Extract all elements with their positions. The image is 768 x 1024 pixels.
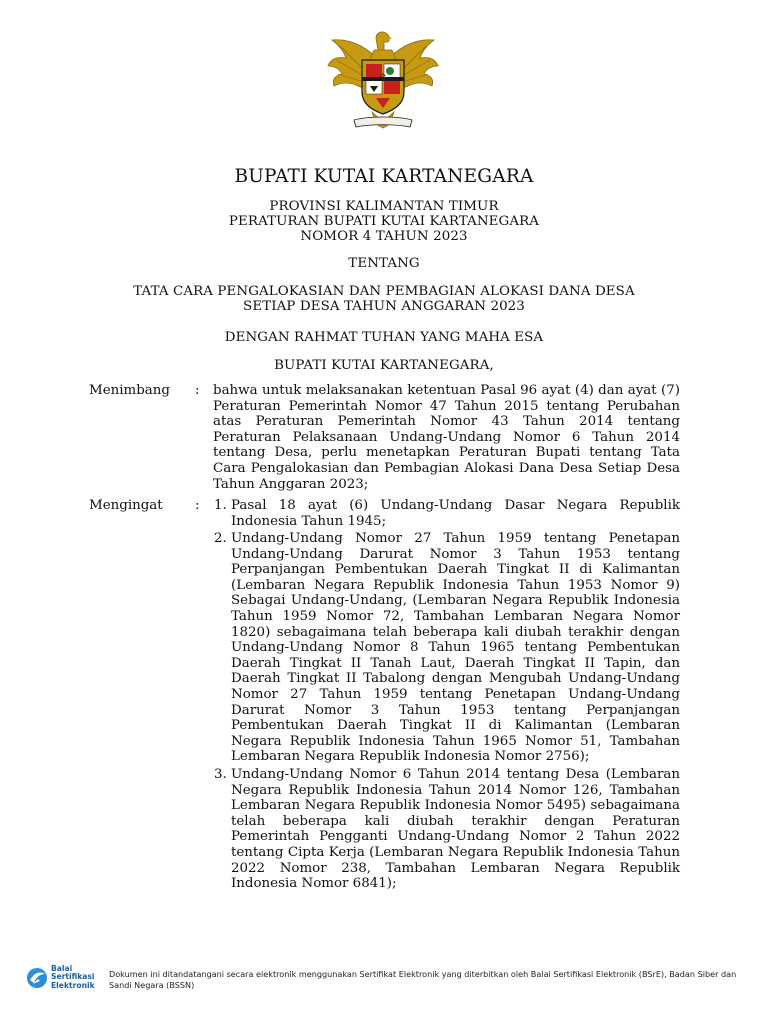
mengingat-colon: : (195, 498, 200, 513)
menimbang-text: bahwa untuk melaksanakan ketentuan Pasal 96 ayat (4) dan ayat (7) Peraturan Pemerintah Nomor 47 Tahun 2015 tentang Perubahan atas Peraturan Pemerintah Nomor 43 Tahun 2014 tentang Peraturan Pelaksanaan Undang-Undang Nomor 6 Tahun 2014 tentang Desa, perlu menetapkan Peraturan Bupati tentang Tata Cara Pengalokasian dan Pembagian Alokasi Dana Desa Setiap Desa Tahun Anggaran 2023; (213, 383, 680, 492)
mengingat-item-3-text: Undang-Undang Nomor 6 Tahun 2014 tentang Desa (Lembaran Negara Republik Indonesia Tahun 2014 Nomor 126, Tambahan Lembaran Negara Republik Indonesia Nomor 5495) sebagaimana telah beberapa kali diubah terakhir dengan Peraturan Pemerintah Pengganti Undang-Undang Nomor 2 Tahun 2022 tentang Cipta Kerja (Lembaran Negara Republik Indonesia Tahun 2022 Nomor 238, Tambahan Lembaran Negara Republik Indonesia Nomor 6841); (231, 767, 680, 892)
mengingat-item-2-number: 2. (214, 531, 227, 546)
esign-footer (25, 962, 745, 1002)
regulation-line: PERATURAN BUPATI KUTAI KARTANEGARA (228, 214, 540, 229)
province-line: PROVINSI KALIMANTAN TIMUR (269, 199, 499, 214)
subject-line-1: TATA CARA PENGALOKASIAN DAN PEMBAGIAN ALOKASI DANA DESA (133, 284, 635, 299)
mengingat-item-1-text: Pasal 18 ayat (6) Undang-Undang Dasar Negara Republik Indonesia Tahun 1945; (231, 498, 680, 529)
bsre-logo-text (51, 965, 95, 990)
bsre-logo-line-2: Sertifikasi (51, 972, 95, 982)
bsre-logo-line-3: Elektronik (51, 980, 95, 990)
menimbang-label: Menimbang (89, 383, 170, 398)
mengingat-item-1-number: 1. (214, 498, 227, 513)
subject-line-2: SETIAP DESA TAHUN ANGGARAN 2023 (243, 299, 525, 314)
office-title: BUPATI KUTAI KARTANEGARA (234, 166, 534, 187)
esign-footer-note: Dokumen ini ditandatangani secara elektronik menggunakan Sertifikat Elektronik yang diterbitkan oleh Balai Sertifikasi Elektronik (BSrE), Badan Siber dan Sandi Negara (BSSN) (109, 969, 737, 991)
menimbang-colon: : (195, 383, 200, 398)
mengingat-item-3-number: 3. (214, 767, 227, 782)
garuda-pancasila-emblem (324, 30, 442, 134)
mengingat-item-2-text: Undang-Undang Nomor 27 Tahun 1959 tentang Penetapan Undang-Undang Darurat Nomor 3 Tahun 1953 tentang Perpanjangan Pembentukan Daerah Tingkat II di Kalimantan (Lembaran Negara Republik Indonesia Tahun 1953 Nomor 9) Sebagai Undang-Undang, (Lembaran Negara Republik Indonesia Tahun 1959 Nomor 72, Tambahan Lembaran Negara Nomor 1820) sebagaimana telah beberapa kali diubah terakhir dengan Undang-Undang Nomor 8 Tahun 1965 tentang Pembentukan Daerah Tingkat II Tanah Laut, Daerah Tingkat II Tapin, dan Daerah Tingkat II Tabalong dengan Mengubah Undang-Undang Nomor 27 Tahun 1959 tentang Penetapan Undang-Undang Darurat Nomor 3 Tahun 1953 tentang Perpanjangan Pembentukan Daerah Tingkat II di Kalimantan (Lembaran Negara Republik Indonesia Tahun 1965 Nomor 51, Tambahan Lembaran Negara Republik Indonesia Nomor 2756); (231, 531, 680, 765)
regulation-number: NOMOR 4 TAHUN 2023 (300, 229, 468, 244)
mengingat-label: Mengingat (89, 498, 163, 513)
about-line: TENTANG (348, 256, 420, 271)
invocation-line: DENGAN RAHMAT TUHAN YANG MAHA ESA (224, 330, 544, 345)
bsre-logo-line-1: Balai (51, 964, 73, 973)
authority-line: BUPATI KUTAI KARTANEGARA, (274, 358, 494, 373)
